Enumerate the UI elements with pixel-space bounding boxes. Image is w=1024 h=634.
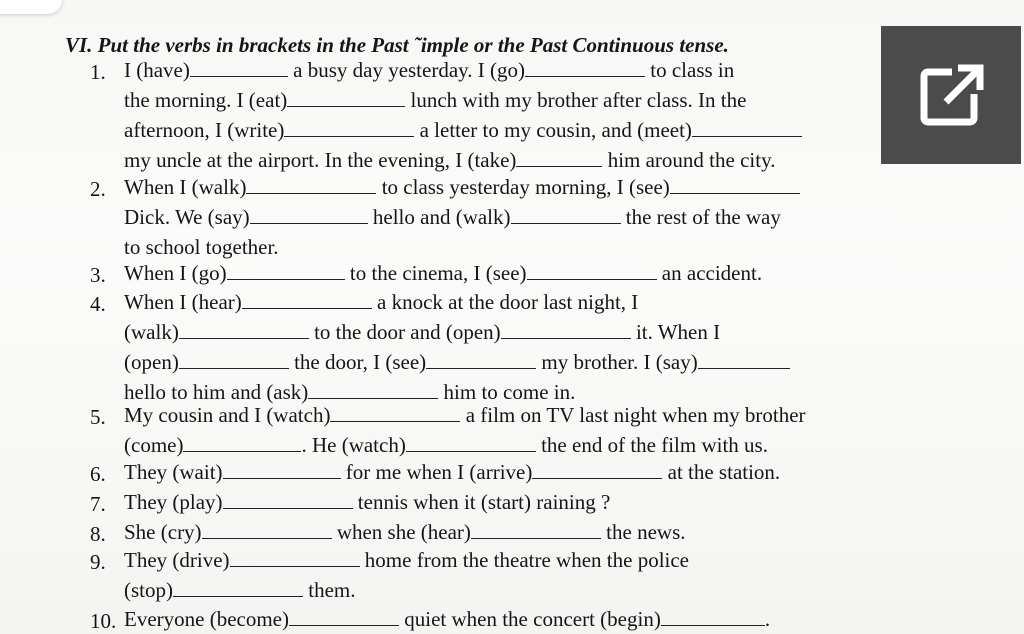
answer-blank[interactable] (242, 290, 372, 309)
sentence-text: my brother. I (say) (536, 350, 698, 374)
item-number: 4. (90, 292, 106, 316)
sentence-text: When I (walk) (124, 175, 247, 199)
item-number: 2. (90, 177, 106, 201)
sentence-text: . He (watch) (301, 433, 406, 457)
answer-blank[interactable] (692, 118, 802, 137)
sentence-line (124, 576, 356, 604)
item-number: 5. (90, 405, 106, 429)
sentence-text: (stop) (124, 578, 173, 602)
sentence-line (124, 86, 746, 114)
answer-blank[interactable] (223, 490, 353, 509)
answer-blank[interactable] (426, 350, 536, 369)
sentence-line (124, 56, 734, 84)
sentence-text: him to come in. (438, 380, 576, 404)
answer-blank[interactable] (246, 175, 376, 194)
answer-blank[interactable] (511, 205, 621, 224)
answer-blank[interactable] (287, 88, 405, 107)
answer-blank[interactable] (501, 320, 631, 339)
sentence-text: a knock at the door last night, I (371, 290, 639, 314)
sentence-line (124, 146, 775, 174)
answer-blank[interactable] (516, 148, 602, 167)
sentence-text: My cousin and I (watch) (124, 403, 331, 427)
sentence-text: She (cry) (124, 520, 202, 544)
answer-blank[interactable] (698, 350, 790, 369)
sentence-text: it. When I (630, 320, 721, 344)
answer-blank[interactable] (230, 548, 360, 567)
sentence-text: lunch with my brother after class. In the (405, 88, 747, 112)
sentence-line (124, 431, 768, 459)
item-number: 7. (90, 492, 106, 516)
sentence-text: (come) (124, 433, 184, 457)
sentence-text: an accident. (656, 261, 763, 285)
answer-blank[interactable] (406, 433, 536, 452)
answer-blank[interactable] (173, 578, 303, 597)
sentence-text: the end of the film with us. (535, 433, 768, 457)
answer-blank[interactable] (670, 175, 800, 194)
item-number: 1. (90, 60, 106, 84)
open-external-icon (918, 62, 984, 128)
sentence-line (124, 233, 279, 261)
answer-blank[interactable] (289, 607, 399, 626)
sentence-line (124, 288, 638, 316)
sentence-text: to class yesterday morning, I (see) (376, 175, 670, 199)
sentence-text: the news. (600, 520, 686, 544)
sentence-text: afternoon, I (write) (124, 118, 285, 142)
answer-blank[interactable] (532, 460, 662, 479)
sentence-text: to the door and (open) (308, 320, 501, 344)
answer-blank[interactable] (527, 261, 657, 280)
answer-blank[interactable] (179, 350, 289, 369)
sentence-text: when she (hear) (331, 520, 471, 544)
sentence-text: them. (303, 578, 356, 602)
sentence-text: to the cinema, I (see) (344, 261, 527, 285)
sentence-text: the morning. I (eat) (124, 88, 288, 112)
answer-blank[interactable] (179, 320, 309, 339)
sentence-text: . (764, 607, 771, 631)
sentence-line (124, 518, 686, 546)
sentence-line (124, 318, 720, 346)
sentence-text: They (play) (124, 490, 223, 514)
answer-blank[interactable] (284, 118, 414, 137)
sentence-line (124, 348, 790, 376)
item-number: 8. (90, 522, 106, 546)
exercise-title: VI. Put the verbs in brackets in the Past ˜imple or the Past Continuous tense. (65, 33, 729, 57)
sentence-text: a letter to my cousin, and (meet) (414, 118, 692, 142)
sentence-text: Dick. We (say) (124, 205, 250, 229)
sentence-text: for me when I (arrive) (340, 460, 533, 484)
sentence-text: a busy day yesterday. I (go) (287, 58, 526, 82)
sentence-text: to class in (645, 58, 735, 82)
sentence-text: my uncle at the airport. In the evening, I (take) (124, 148, 517, 172)
answer-blank[interactable] (471, 520, 601, 539)
sentence-text: the rest of the way (620, 205, 781, 229)
answer-blank[interactable] (223, 460, 341, 479)
sentence-text: They (wait) (124, 460, 223, 484)
sentence-line (124, 259, 762, 287)
sentence-line (124, 546, 689, 574)
sentence-line (124, 116, 802, 144)
sentence-text: home from the theatre when the police (359, 548, 690, 572)
answer-blank[interactable] (183, 433, 301, 452)
sentence-text: hello to him and (ask) (124, 380, 309, 404)
answer-blank[interactable] (308, 380, 438, 399)
sentence-text: They (drive) (124, 548, 230, 572)
sentence-text: quiet when the concert (begin) (399, 607, 661, 631)
sentence-line (124, 488, 610, 516)
sentence-text: (open) (124, 350, 179, 374)
answer-blank[interactable] (330, 403, 460, 422)
sentence-text: tennis when it (start) raining ? (352, 490, 611, 514)
sentence-text: (walk) (124, 320, 179, 344)
answer-blank[interactable] (190, 58, 288, 77)
sentence-line (124, 401, 806, 429)
sentence-text: a film on TV last night when my brother (460, 403, 806, 427)
corner-card (0, 0, 62, 14)
item-number: 10. (90, 609, 117, 633)
answer-blank[interactable] (250, 205, 368, 224)
sentence-line (124, 173, 800, 201)
sentence-text: at the station. (662, 460, 781, 484)
item-number: 6. (90, 462, 106, 486)
sentence-text: When I (go) (124, 261, 227, 285)
sentence-line (124, 203, 781, 231)
sentence-text: him around the city. (602, 148, 776, 172)
answer-blank[interactable] (202, 520, 332, 539)
sentence-text: Everyone (become) (124, 607, 289, 631)
sentence-text: I (have) (124, 58, 190, 82)
sentence-text: to school together. (124, 235, 279, 259)
sentence-line (124, 605, 770, 633)
item-number: 9. (90, 550, 106, 574)
open-external-button[interactable] (881, 26, 1021, 164)
item-number: 3. (90, 263, 106, 287)
sentence-line (124, 458, 780, 486)
answer-blank[interactable] (661, 607, 765, 626)
sentence-text: the door, I (see) (288, 350, 427, 374)
answer-blank[interactable] (525, 58, 645, 77)
sentence-text: When I (hear) (124, 290, 242, 314)
sentence-text: hello and (walk) (367, 205, 511, 229)
answer-blank[interactable] (227, 261, 345, 280)
